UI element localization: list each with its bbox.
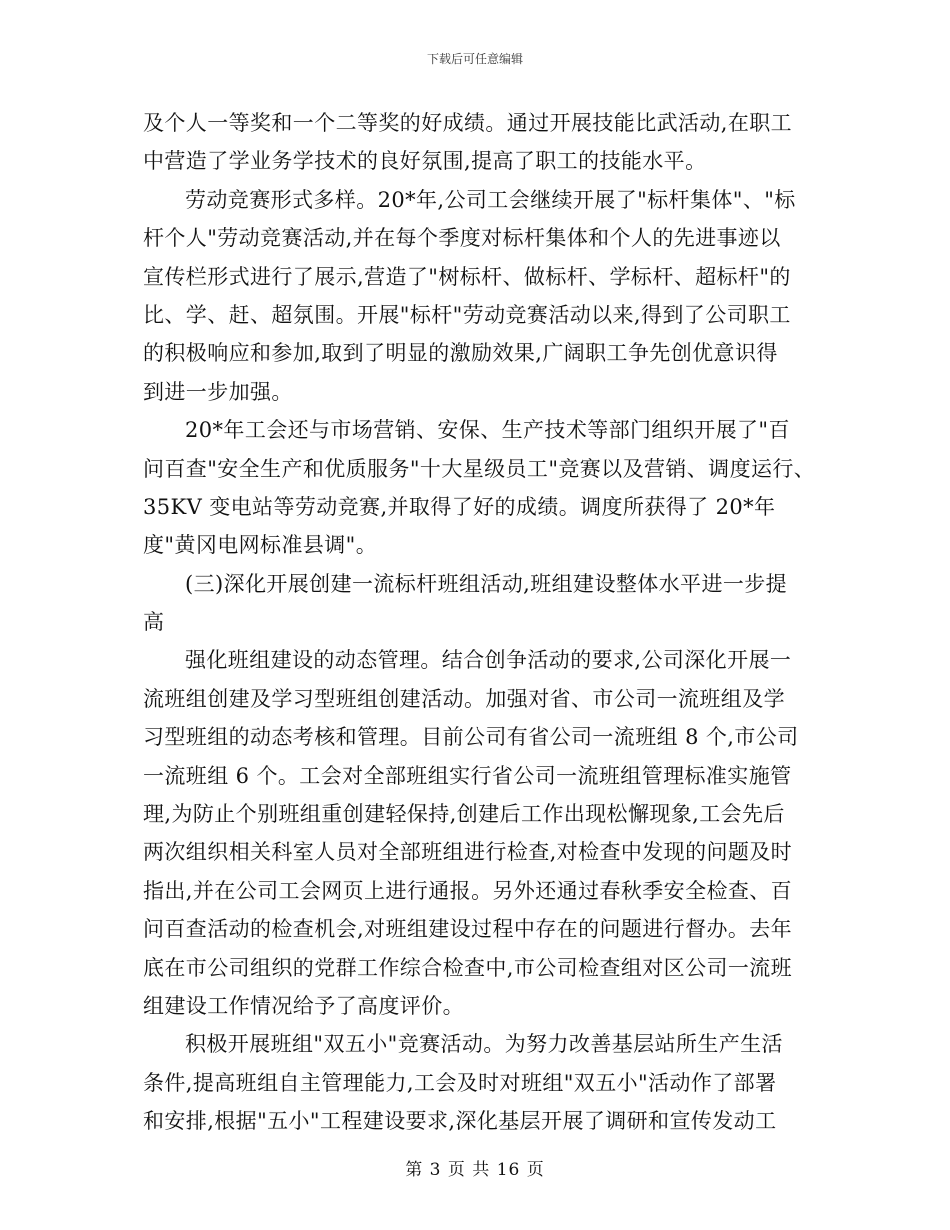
text-line: 35KV 变电站等劳动竞赛,并取得了好的成绩。调度所获得了 20*年 [143,494,776,519]
text-line: 指出,并在公司工会网页上进行通报。另外还通过春秋季安全检查、百 [143,878,793,903]
page-header: 下载后可任意编辑 [426,52,523,66]
text-line: 问百查"安全生产和优质服务"十大星级员工"竞赛以及营销、调度运行、 [143,456,816,481]
text-line: 条件,提高班组自主管理能力,工会及时对班组"双五小"活动作了部署 [143,1070,777,1095]
text-line: 问百查活动的检查机会,对班组建设过程中存在的问题进行督办。去年 [143,917,793,942]
document-body [143,104,816,1141]
text-line: 度"黄冈电网标准县调"。 [143,533,378,558]
text-line: (三)深化开展创建一流标杆班组活动,班组建设整体水平进一步提 [185,571,788,596]
text-line: 中营造了学业务学技术的良好氛围,提高了职工的技能水平。 [143,149,707,174]
text-line: 20*年工会还与市场营销、安保、生产技术等部门组织开展了"百 [185,418,790,443]
text-line: 积极开展班组"双五小"竞赛活动。为努力改善基层站所生产生活 [185,1032,783,1057]
text-line: 一流班组 6 个。工会对全部班组实行省公司一流班组管理标准实施管 [143,763,792,788]
page-footer: 第 3 页 共 16 页 [405,1160,545,1180]
text-line: 理,为防止个别班组重创建轻保持,创建后工作出现松懈现象,工会先后 [143,802,785,827]
text-line: 杆个人"劳动竞赛活动,并在每个季度对标杆集体和个人的先进事迹以 [143,226,781,251]
text-line: 底在市公司组织的党群工作综合检查中,市公司检查组对区公司一流班 [143,955,793,980]
text-line: 和安排,根据"五小"工程建设要求,深化基层开展了调研和宣传发动工 [143,1109,777,1134]
text-line: 到进一步加强。 [143,379,293,404]
text-line: 劳动竞赛形式多样。20*年,公司工会继续开展了"标杆集体"、"标 [185,187,796,212]
text-line: 宣传栏形式进行了展示,营造了"树标杆、做标杆、学标杆、超标杆"的 [143,264,791,289]
text-line: 强化班组建设的动态管理。结合创争活动的要求,公司深化开展一 [185,648,792,673]
text-line: 习型班组的动态考核和管理。目前公司有省公司一流班组 8 个,市公司 [143,725,799,750]
text-line: 流班组创建及学习型班组创建活动。加强对省、市公司一流班组及学 [143,686,785,711]
text-line: 的积极响应和参加,取到了明显的激励效果,广阔职工争先创优意识得 [143,341,778,366]
text-line: 及个人一等奖和一个二等奖的好成绩。通过开展技能比武活动,在职工 [143,111,793,135]
text-line: 组建设工作情况给予了高度评价。 [143,993,464,1018]
text-line: 高 [143,610,165,635]
text-line: 两次组织相关科室人员对全部班组进行检查,对检查中发现的问题及时 [143,840,793,865]
text-line: 比、学、赶、超氛围。开展"标杆"劳动竞赛活动以来,得到了公司职工 [143,302,791,327]
